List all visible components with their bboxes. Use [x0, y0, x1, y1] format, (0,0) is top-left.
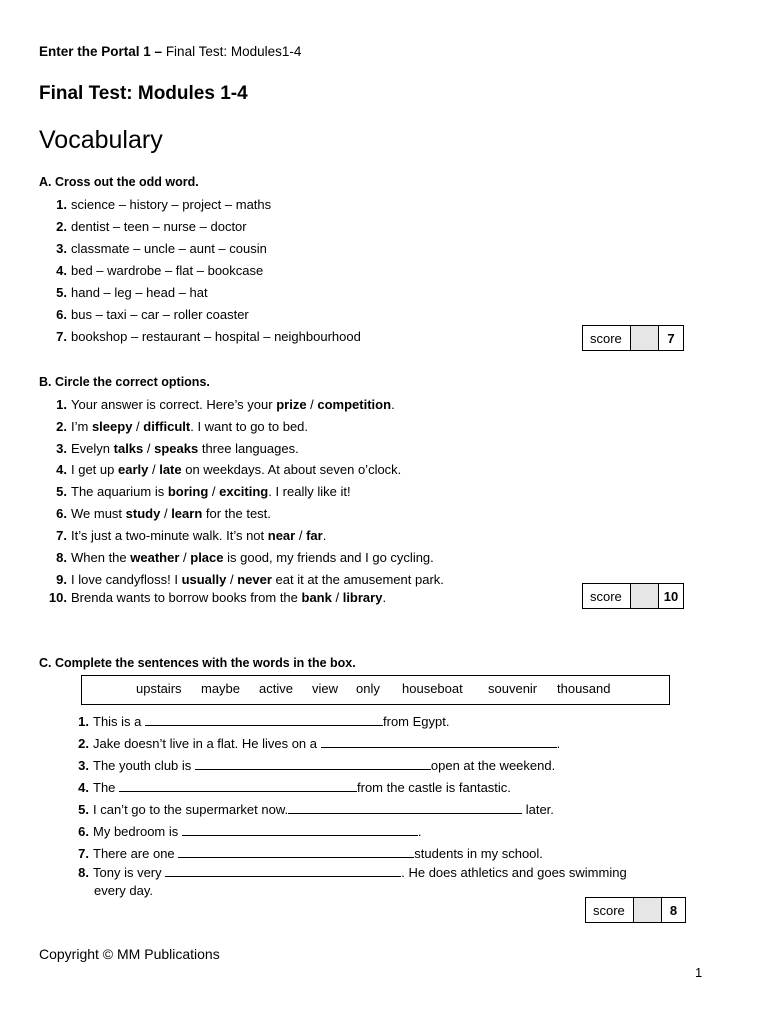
- part-b-item: [51, 462, 401, 477]
- part-c-item: 1. This is a from Egypt.: [78, 714, 450, 729]
- answer-blank[interactable]: [165, 865, 401, 877]
- option-separator: /: [143, 441, 155, 456]
- score-label: score: [583, 584, 631, 608]
- item-number: 4.: [56, 462, 67, 477]
- item-text: for the test.: [202, 506, 271, 521]
- item-number: 10.: [48, 590, 67, 605]
- part-c-item: 5. I can’t go to the supermarket now. later.: [78, 802, 554, 817]
- item-text: It’s just a two-minute walk. It’s not: [71, 528, 268, 543]
- score-box-a: [582, 325, 684, 351]
- score-box-b: [582, 583, 684, 609]
- word-box-item: houseboat: [402, 681, 463, 696]
- option-b[interactable]: learn: [171, 506, 203, 521]
- answer-blank[interactable]: [195, 758, 431, 770]
- part-a-item: 6. bus – taxi – car – roller coaster: [56, 307, 249, 322]
- score-box-c: [585, 897, 686, 923]
- option-separator: /: [208, 484, 220, 499]
- word-box-item: only: [356, 681, 380, 696]
- item-number: 5.: [56, 484, 67, 499]
- item-text: is good, my friends and I go cycling.: [223, 550, 434, 565]
- score-input-cell[interactable]: [634, 898, 662, 922]
- option-a[interactable]: near: [267, 528, 296, 543]
- option-a[interactable]: prize: [276, 397, 307, 412]
- item-text: Brenda wants to borrow books from the: [71, 590, 302, 605]
- word-box-item: upstairs: [136, 681, 182, 696]
- item-number: 2.: [56, 419, 67, 434]
- item-number: 7.: [56, 528, 67, 543]
- part-a-item: 4. bed – wardrobe – flat – bookcase: [56, 263, 264, 278]
- score-max: 10: [663, 588, 679, 604]
- score-input-cell[interactable]: [631, 326, 659, 350]
- score-label: score: [583, 326, 631, 350]
- answer-blank[interactable]: [182, 824, 418, 836]
- part-b-instruction: B. Circle the correct options.: [39, 375, 210, 389]
- item-text: . I really like it!: [268, 484, 351, 499]
- part-c-item: 6. My bedroom is .: [78, 824, 422, 839]
- option-a[interactable]: usually: [181, 572, 227, 587]
- item-text: .: [382, 590, 387, 605]
- option-a[interactable]: sleepy: [91, 419, 133, 434]
- item-number: 6.: [56, 506, 67, 521]
- header-series: Enter the Portal 1 –: [39, 44, 163, 59]
- part-c-item: 8. Tony is very . He does athletics and goes swimming: [78, 865, 627, 880]
- score-input-cell[interactable]: [631, 584, 659, 608]
- part-c-instruction: C. Complete the sentences with the words in the box.: [39, 656, 356, 670]
- part-b-item: [51, 506, 271, 521]
- part-b-item: [51, 572, 444, 587]
- item-text: The aquarium is: [71, 484, 168, 499]
- answer-blank[interactable]: [321, 736, 557, 748]
- header-subtitle: Final Test: Modules1-4: [165, 44, 302, 59]
- part-c-item: 3. The youth club is open at the weekend.: [78, 758, 556, 773]
- option-b[interactable]: library: [342, 590, 383, 605]
- option-separator: /: [132, 419, 144, 434]
- option-separator: /: [179, 550, 191, 565]
- part-b-item: [51, 550, 434, 565]
- option-a[interactable]: early: [117, 462, 149, 477]
- option-a[interactable]: weather: [130, 550, 180, 565]
- word-box-item: view: [312, 681, 339, 696]
- option-b[interactable]: exciting: [219, 484, 269, 499]
- option-b[interactable]: far: [306, 528, 323, 543]
- document-header: [39, 44, 301, 59]
- item-text: .: [391, 397, 395, 412]
- option-separator: /: [331, 590, 343, 605]
- option-b[interactable]: place: [190, 550, 224, 565]
- option-separator: /: [160, 506, 172, 521]
- item-text: We must: [71, 506, 126, 521]
- item-number: 9.: [56, 572, 67, 587]
- part-a-item: 7. bookshop – restaurant – hospital – neighbourhood: [56, 329, 361, 344]
- part-b-item: [46, 590, 386, 605]
- item-text: eat it at the amusement park.: [271, 572, 444, 587]
- item-text: on weekdays. At about seven o’clock.: [181, 462, 402, 477]
- option-b[interactable]: late: [159, 462, 182, 477]
- item-text: When the: [71, 550, 131, 565]
- answer-blank[interactable]: [288, 802, 522, 814]
- page-title: Final Test: Modules 1-4: [39, 83, 248, 104]
- part-a-item: 2. dentist – teen – nurse – doctor: [56, 219, 247, 234]
- part-c-item: 4. The from the castle is fantastic.: [78, 780, 511, 795]
- word-box: [81, 675, 670, 705]
- item-text: .: [322, 528, 327, 543]
- item-text: . I want to go to bed.: [190, 419, 309, 434]
- section-title: Vocabulary: [39, 126, 163, 154]
- part-a-instruction: A. Cross out the odd word.: [39, 175, 199, 189]
- option-b[interactable]: speaks: [154, 441, 199, 456]
- copyright-notice: Copyright © MM Publications: [39, 946, 220, 962]
- part-b-item: [51, 484, 351, 499]
- word-box-item: active: [259, 681, 293, 696]
- item-text: three languages.: [198, 441, 299, 456]
- option-separator: /: [306, 397, 318, 412]
- score-max: 8: [669, 902, 678, 918]
- option-a[interactable]: talks: [113, 441, 144, 456]
- item-number: 1.: [56, 397, 67, 412]
- part-c-item-continuation: every day.: [94, 883, 154, 898]
- option-separator: /: [295, 528, 307, 543]
- option-a[interactable]: bank: [301, 590, 332, 605]
- score-label: score: [586, 898, 634, 922]
- option-b[interactable]: competition: [317, 397, 392, 412]
- answer-blank[interactable]: [119, 780, 357, 792]
- option-a[interactable]: boring: [167, 484, 209, 499]
- answer-blank[interactable]: [178, 846, 414, 858]
- word-box-item: souvenir: [488, 681, 538, 696]
- part-b-item: [51, 397, 395, 412]
- item-text: I’m: [71, 419, 92, 434]
- option-b[interactable]: difficult: [143, 419, 191, 434]
- answer-blank[interactable]: [145, 714, 383, 726]
- item-number: 3.: [56, 441, 67, 456]
- part-a-item: 1. science – history – project – maths: [56, 197, 272, 212]
- part-c-item: 2. Jake doesn’t live in a flat. He lives on a .: [78, 736, 561, 751]
- option-separator: /: [148, 462, 160, 477]
- item-text: I get up: [71, 462, 118, 477]
- word-box-item: thousand: [557, 681, 611, 696]
- part-c-item: 7. There are one students in my school.: [78, 846, 543, 861]
- option-b[interactable]: never: [237, 572, 272, 587]
- item-text: Your answer is correct. Here’s your: [71, 397, 277, 412]
- item-text: Evelyn: [71, 441, 114, 456]
- part-a-item: 3. classmate – uncle – aunt – cousin: [56, 241, 267, 256]
- part-b-item: [51, 528, 326, 543]
- item-text: I love candyfloss! I: [71, 572, 182, 587]
- item-number: 8.: [56, 550, 67, 565]
- score-max: 7: [667, 330, 675, 346]
- part-b-item: [51, 441, 299, 456]
- option-separator: /: [226, 572, 238, 587]
- page-number: 1: [695, 965, 703, 980]
- option-a[interactable]: study: [125, 506, 161, 521]
- word-box-item: maybe: [201, 681, 241, 696]
- part-b-item: [51, 419, 308, 434]
- part-a-item: 5. hand – leg – head – hat: [56, 285, 208, 300]
